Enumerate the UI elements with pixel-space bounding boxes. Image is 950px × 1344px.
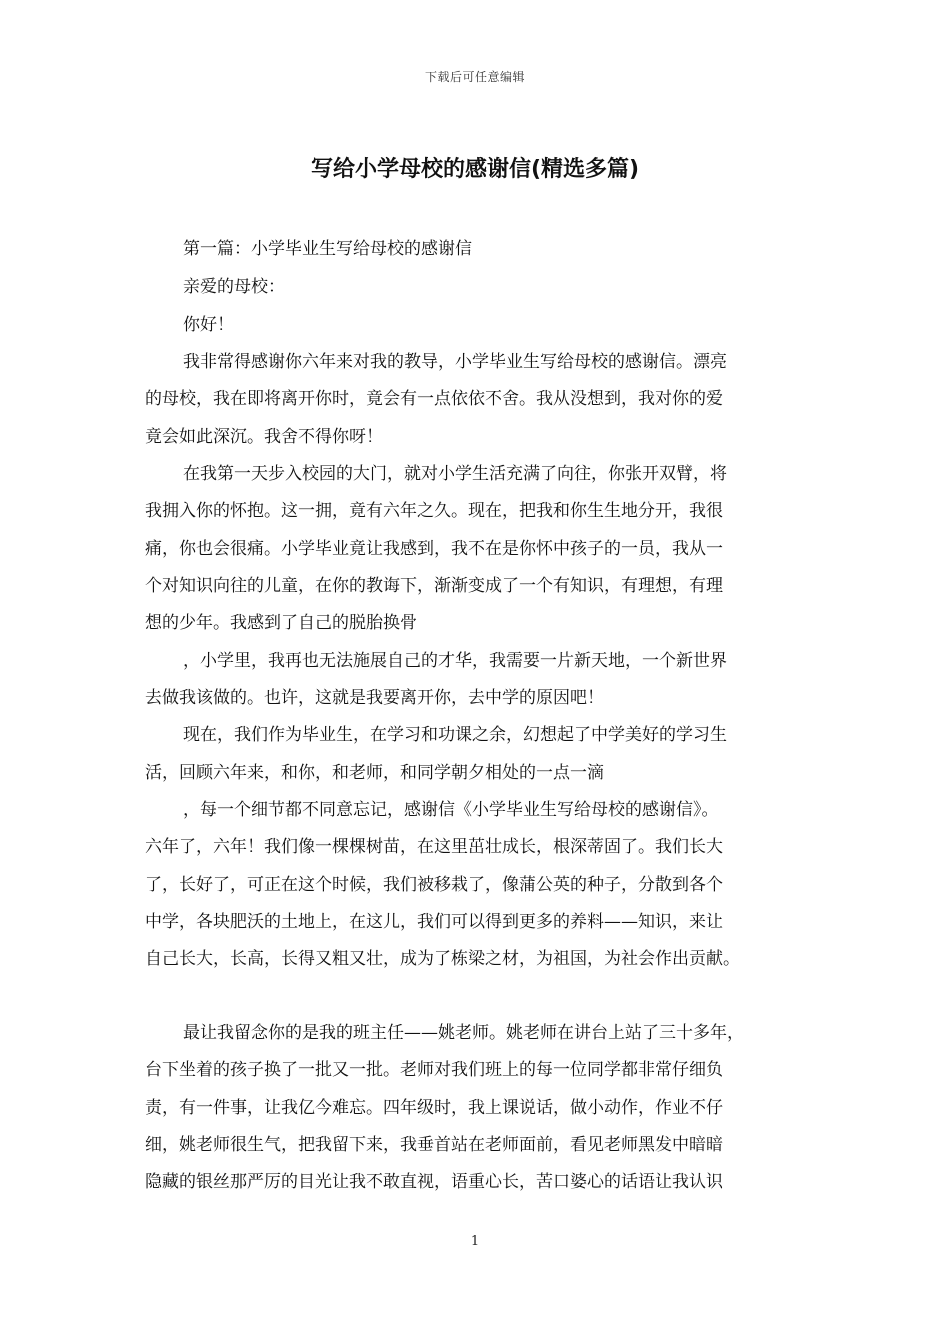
text-line: 自己长大，长高，长得又粗又壮，成为了栋梁之材，为祖国，为社会作出贡献。 bbox=[145, 949, 740, 969]
text-line: ，小学里，我再也无法施展自己的才华，我需要一片新天地，一个新世界 bbox=[183, 651, 727, 671]
text-line: 在我第一天步入校园的大门，就对小学生活充满了向往，你张开双臂，将 bbox=[183, 464, 727, 484]
text-line: 最让我留念你的是我的班主任——姚老师。姚老师在讲台上站了三十多年， bbox=[183, 1023, 744, 1043]
text-line: 痛，你也会很痛。小学毕业竟让我感到，我不在是你怀中孩子的一员，我从一 bbox=[145, 539, 723, 559]
text-line: 责，有一件事，让我亿今难忘。四年级时，我上课说话，做小动作，作业不仔 bbox=[145, 1098, 723, 1118]
text-line: 个对知识向往的儿童，在你的教诲下，渐渐变成了一个有知识，有理想，有理 bbox=[145, 576, 723, 596]
text-line: 你好！ bbox=[183, 315, 234, 335]
text-line: 亲爱的母校： bbox=[183, 277, 285, 297]
text-line: 六年了，六年！我们像一棵棵树苗，在这里茁壮成长，根深蒂固了。我们长大 bbox=[145, 837, 723, 857]
text-line: 的母校，我在即将离开你时，竟会有一点依依不舍。我从没想到，我对你的爱 bbox=[145, 389, 723, 409]
text-line: 台下坐着的孩子换了一批又一批。老师对我们班上的每一位同学都非常仔细负 bbox=[145, 1060, 723, 1080]
text-line: 现在，我们作为毕业生，在学习和功课之余，幻想起了中学美好的学习生 bbox=[183, 725, 727, 745]
text-line: 去做我该做的。也许，这就是我要离开你，去中学的原因吧！ bbox=[145, 688, 604, 708]
text-line: 第一篇：小学毕业生写给母校的感谢信 bbox=[183, 239, 472, 259]
text-line: 细，姚老师很生气，把我留下来，我垂首站在老师面前，看见老师黑发中暗暗 bbox=[145, 1135, 723, 1155]
page-header: 下载后可任意编辑 bbox=[424, 70, 525, 84]
text-line: ，每一个细节都不同意忘记，感谢信《小学毕业生写给母校的感谢信》。 bbox=[183, 800, 719, 820]
text-line: 活，回顾六年来，和你，和老师，和同学朝夕相处的一点一滴 bbox=[145, 763, 604, 783]
text-line: 我拥入你的怀抱。这一拥，竟有六年之久。现在，把我和你生生地分开，我很 bbox=[145, 501, 723, 521]
text-line: 竟会如此深沉。我舍不得你呀！ bbox=[145, 427, 383, 447]
text-line: 隐藏的银丝那严厉的目光让我不敢直视，语重心长，苦口婆心的话语让我认识 bbox=[145, 1172, 723, 1192]
text-line: 了，长好了，可正在这个时候，我们被移栽了，像蒲公英的种子，分散到各个 bbox=[145, 875, 723, 895]
page-number: 1 bbox=[470, 1234, 480, 1249]
text-line: 中学，各块肥沃的土地上，在这儿，我们可以得到更多的养料——知识，来让 bbox=[145, 912, 723, 932]
text-line: 想的少年。我感到了自己的脱胎换骨 bbox=[145, 613, 417, 633]
document-title: 写给小学母校的感谢信(精选多篇) bbox=[310, 157, 640, 182]
text-line: 我非常得感谢你六年来对我的教导，小学毕业生写给母校的感谢信。漂亮 bbox=[183, 352, 727, 372]
